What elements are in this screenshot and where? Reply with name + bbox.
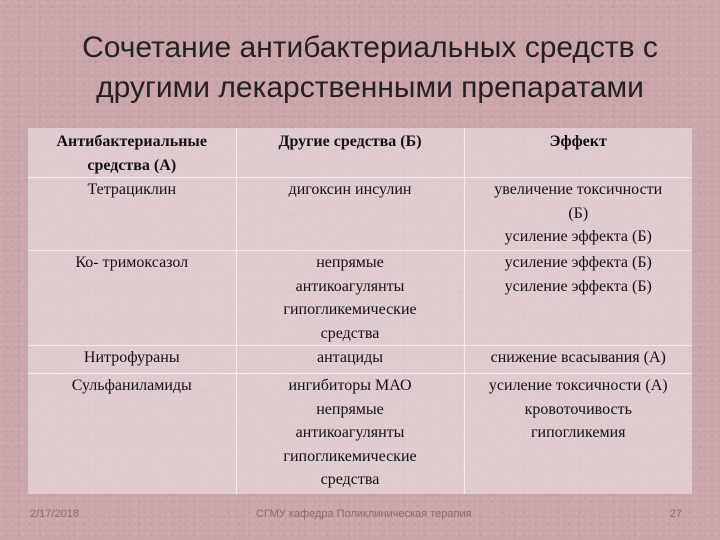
- cell-line: Ко- тримоксазол: [75, 254, 189, 271]
- table-row: [28, 251, 692, 346]
- cell-line: усиление эффекта (Б): [504, 254, 652, 271]
- cell-line: непрямые: [316, 400, 384, 418]
- footer-department: СГМУ кафедра Поликлиническая терапия: [256, 508, 472, 520]
- cell-other-drugs: [236, 346, 464, 374]
- slide-title-line-2: другими лекарственными препаратами: [96, 71, 644, 104]
- table-row: [28, 346, 692, 374]
- cell-line: усиление эффекта (Б): [504, 228, 652, 245]
- slide-title-line-1: Сочетание антибактериальных средств с: [82, 31, 658, 64]
- cell-line: гипогликемические: [283, 447, 417, 465]
- interaction-table: [28, 128, 692, 494]
- cell-line: кровоточивость: [524, 400, 632, 418]
- slide-title: [40, 28, 700, 108]
- cell-effect: [464, 251, 692, 346]
- cell-antibacterial: [28, 346, 236, 374]
- cell-line: антикоагулянты: [295, 424, 405, 441]
- table-row: [28, 374, 692, 494]
- cell-line: снижение всасывания (А): [490, 349, 666, 366]
- cell-effect: [464, 374, 692, 494]
- cell-other-drugs: [236, 178, 464, 251]
- cell-line: дигоксин инсулин: [288, 181, 412, 198]
- footer-page-number: 27: [669, 508, 682, 520]
- cell-line: антациды: [317, 349, 383, 366]
- cell-antibacterial: [28, 178, 236, 251]
- cell-line: гипогликемия: [530, 424, 626, 441]
- footer-date: 2/17/2018: [30, 508, 79, 520]
- cell-other-drugs: [236, 251, 464, 346]
- cell-line: Нитрофураны: [83, 349, 180, 366]
- cell-line: средства: [320, 471, 380, 488]
- cell-line: непрямые: [316, 254, 384, 271]
- cell-line: ингибиторы МАО: [288, 377, 412, 394]
- cell-antibacterial: [28, 374, 236, 494]
- cell-other-drugs: [236, 374, 464, 494]
- table-row: [28, 178, 692, 251]
- cell-line: усиление токсичности (А): [488, 377, 668, 394]
- cell-effect: [464, 178, 692, 251]
- header-other-drugs: Другие средства (Б): [236, 128, 464, 178]
- cell-antibacterial: [28, 251, 236, 346]
- header-effect: Эффект: [464, 128, 692, 178]
- cell-line: Тетрациклин: [87, 181, 177, 198]
- cell-line: усиление эффекта (Б): [504, 277, 652, 295]
- cell-line: (Б): [568, 204, 589, 222]
- cell-line: средства: [320, 324, 380, 342]
- cell-line: антикоагулянты: [295, 277, 405, 295]
- cell-line: Сульфаниламиды: [71, 377, 192, 394]
- cell-effect: [464, 346, 692, 374]
- table-header-row: [28, 128, 692, 178]
- cell-line: гипогликемические: [283, 301, 417, 318]
- header-antibacterial: Антибактериальные средства (А): [56, 133, 208, 174]
- cell-line: увеличение токсичности: [494, 181, 663, 198]
